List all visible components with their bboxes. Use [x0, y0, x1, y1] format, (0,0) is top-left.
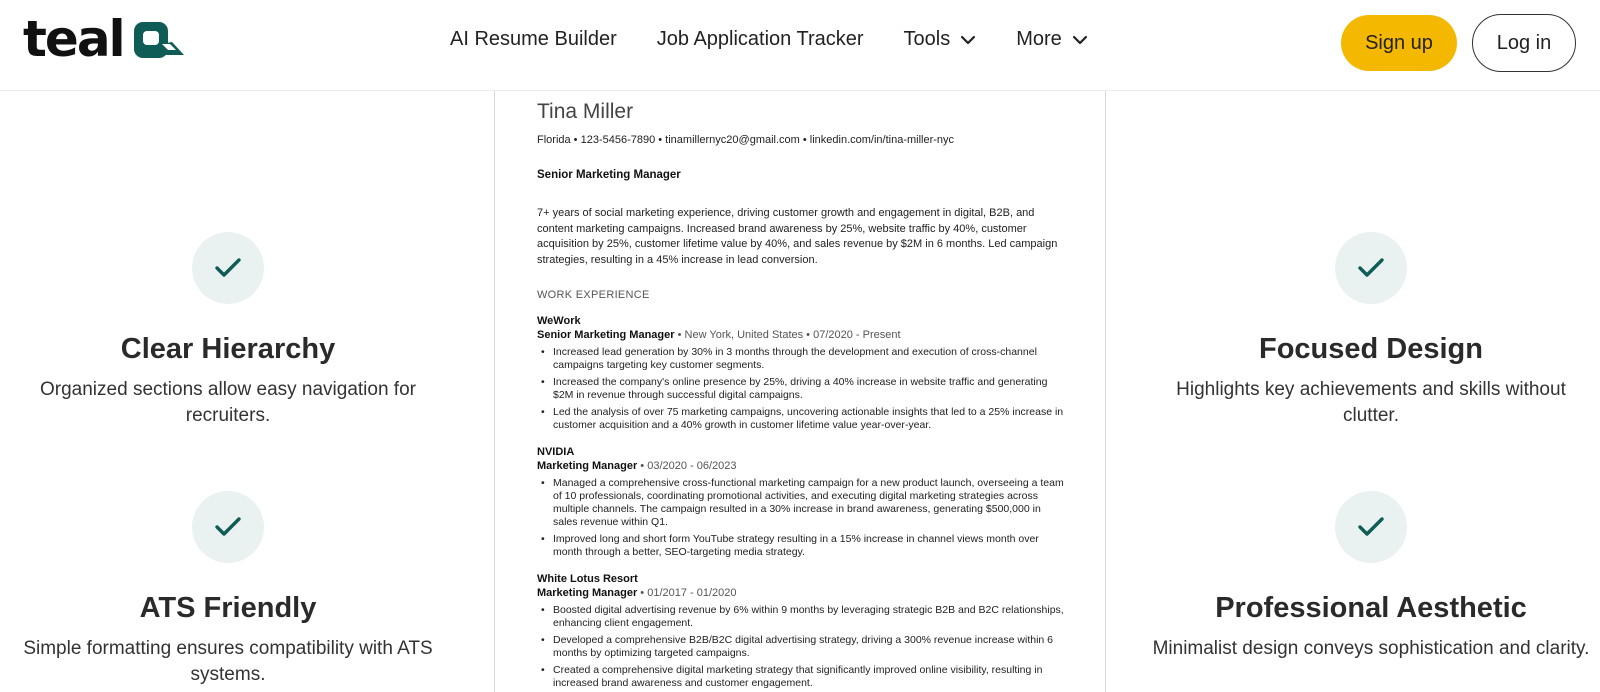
nav-more-dropdown[interactable] — [1016, 28, 1088, 51]
job-bullets — [537, 604, 1065, 690]
resume-name: Tina Miller — [537, 100, 634, 123]
resume-contact: Florida • 123-5456-7890 • tinamillernyc20@gmail.com • linkedin.com/in/tina-miller-nyc — [537, 134, 955, 147]
nav-ai-resume-builder[interactable] — [450, 28, 617, 51]
resume-title: Senior Marketing Manager — [537, 169, 681, 182]
teal-logo-mark-icon — [132, 20, 186, 64]
job-line — [537, 587, 1065, 599]
feature-title: ATS Friendly — [139, 592, 317, 624]
list-item: • Increased lead generation by 30% in 3 months through the development and execution of cross-channel campaigns targeting key customer segments. — [537, 346, 1065, 372]
list-item: • Increased the company's online presence by 25%, driving a 40% increase in website traffic and generating $2M in revenue through successful digital campaigns. — [537, 376, 1065, 402]
feature-description: Highlights key achievements and skills without clutter. — [1176, 378, 1566, 427]
job-company: NVIDIA — [537, 445, 575, 458]
job-meta: • New York, United States • 07/2020 - Present — [674, 328, 901, 341]
job-meta: • 01/2017 - 01/2020 — [637, 586, 737, 599]
chevron-down-icon — [960, 35, 976, 45]
check-badge — [1335, 491, 1407, 563]
signup-button[interactable]: Sign up — [1341, 15, 1457, 71]
resume-summary: 7+ years of social marketing experience, driving customer growth and engagement in digital, B2B, and content marketing campaigns. Increased brand awareness by 25%, website traffic by 40%, customer acquisition by 25%, customer lifetime value by 40%, and sales revenue by $2M in 6 months. Led campaign strategies, resulting in a 45% increase in lead conversion. — [537, 207, 1058, 267]
list-item: • Led the analysis of over 75 marketing campaigns, uncovering actionable insights that led to a 25% increase in customer acquisition and a 40% growth in customer lifetime value year-over-year. — [537, 406, 1065, 432]
check-icon — [214, 515, 242, 539]
list-item: • Developed a comprehensive B2B/B2C digital advertising strategy, driving a 300% revenue increase within 6 months by optimizing targeted campaigns. — [537, 634, 1065, 660]
teal-logo[interactable] — [23, 10, 186, 68]
feature-title: Clear Hierarchy — [120, 333, 336, 365]
resume-preview — [494, 91, 1106, 692]
job-role: Marketing Manager — [537, 586, 638, 599]
job-line — [537, 460, 1065, 472]
job-role: Marketing Manager — [537, 459, 638, 472]
site-header — [0, 0, 1600, 91]
job-company: WeWork — [537, 314, 581, 327]
feature-professional-aesthetic — [1151, 491, 1591, 662]
nav-label: Job Application Tracker — [656, 28, 864, 50]
job-bullets — [537, 346, 1065, 432]
job-meta: • 03/2020 - 06/2023 — [637, 459, 737, 472]
nav-label: More — [1016, 28, 1062, 50]
feature-ats-friendly — [8, 491, 448, 688]
chevron-down-icon — [1072, 35, 1088, 45]
main-nav — [450, 28, 1128, 51]
nav-label: Tools — [903, 28, 951, 50]
nav-tools-dropdown[interactable] — [904, 28, 977, 51]
feature-description: Simple formatting ensures compatibility with ATS systems. — [23, 637, 433, 686]
feature-description: Organized sections allow easy navigation for recruiters. — [40, 378, 416, 427]
feature-clear-hierarchy — [8, 232, 448, 429]
job-line — [537, 329, 1065, 341]
list-item: • Created a comprehensive digital marketing strategy that significantly improved online visibility, resulting in increased brand awareness and customer engagement. — [537, 664, 1065, 690]
check-icon — [1357, 515, 1385, 539]
resume-section-heading: WORK EXPERIENCE — [537, 288, 650, 301]
feature-title: Professional Aesthetic — [1215, 592, 1527, 624]
check-badge — [192, 232, 264, 304]
job-bullets — [537, 477, 1065, 559]
check-icon — [1357, 256, 1385, 280]
check-badge — [1335, 232, 1407, 304]
nav-job-application-tracker[interactable] — [657, 28, 864, 51]
list-item: • Boosted digital advertising revenue by 6% within 9 months by leveraging strategic B2B and B2C relationships, enhancing client engagement. — [537, 604, 1065, 630]
list-item: • Improved long and short form YouTube strategy resulting in a 15% increase in channel views month over month through a better, SEO-targeting media strategy. — [537, 533, 1065, 559]
check-badge — [192, 491, 264, 563]
login-button[interactable]: Log in — [1472, 14, 1576, 72]
check-icon — [214, 256, 242, 280]
job-role: Senior Marketing Manager — [537, 328, 675, 341]
feature-title: Focused Design — [1259, 333, 1483, 365]
feature-focused-design — [1151, 232, 1591, 429]
nav-label: AI Resume Builder — [450, 28, 617, 50]
feature-description: Minimalist design conveys sophistication and clarity. — [1152, 637, 1590, 659]
logo-wordmark: teal — [23, 10, 124, 68]
job-company: White Lotus Resort — [537, 572, 638, 585]
list-item: • Managed a comprehensive cross-functional marketing campaign for a new product launch, overseeing a team of 10 professionals, coordinating promotional activities, and executing digital marketing strategies across multiple channels. The campaign resulted in a 30% increase in brand awareness, generating $500,000 in sales revenue within Q1. — [537, 477, 1065, 529]
